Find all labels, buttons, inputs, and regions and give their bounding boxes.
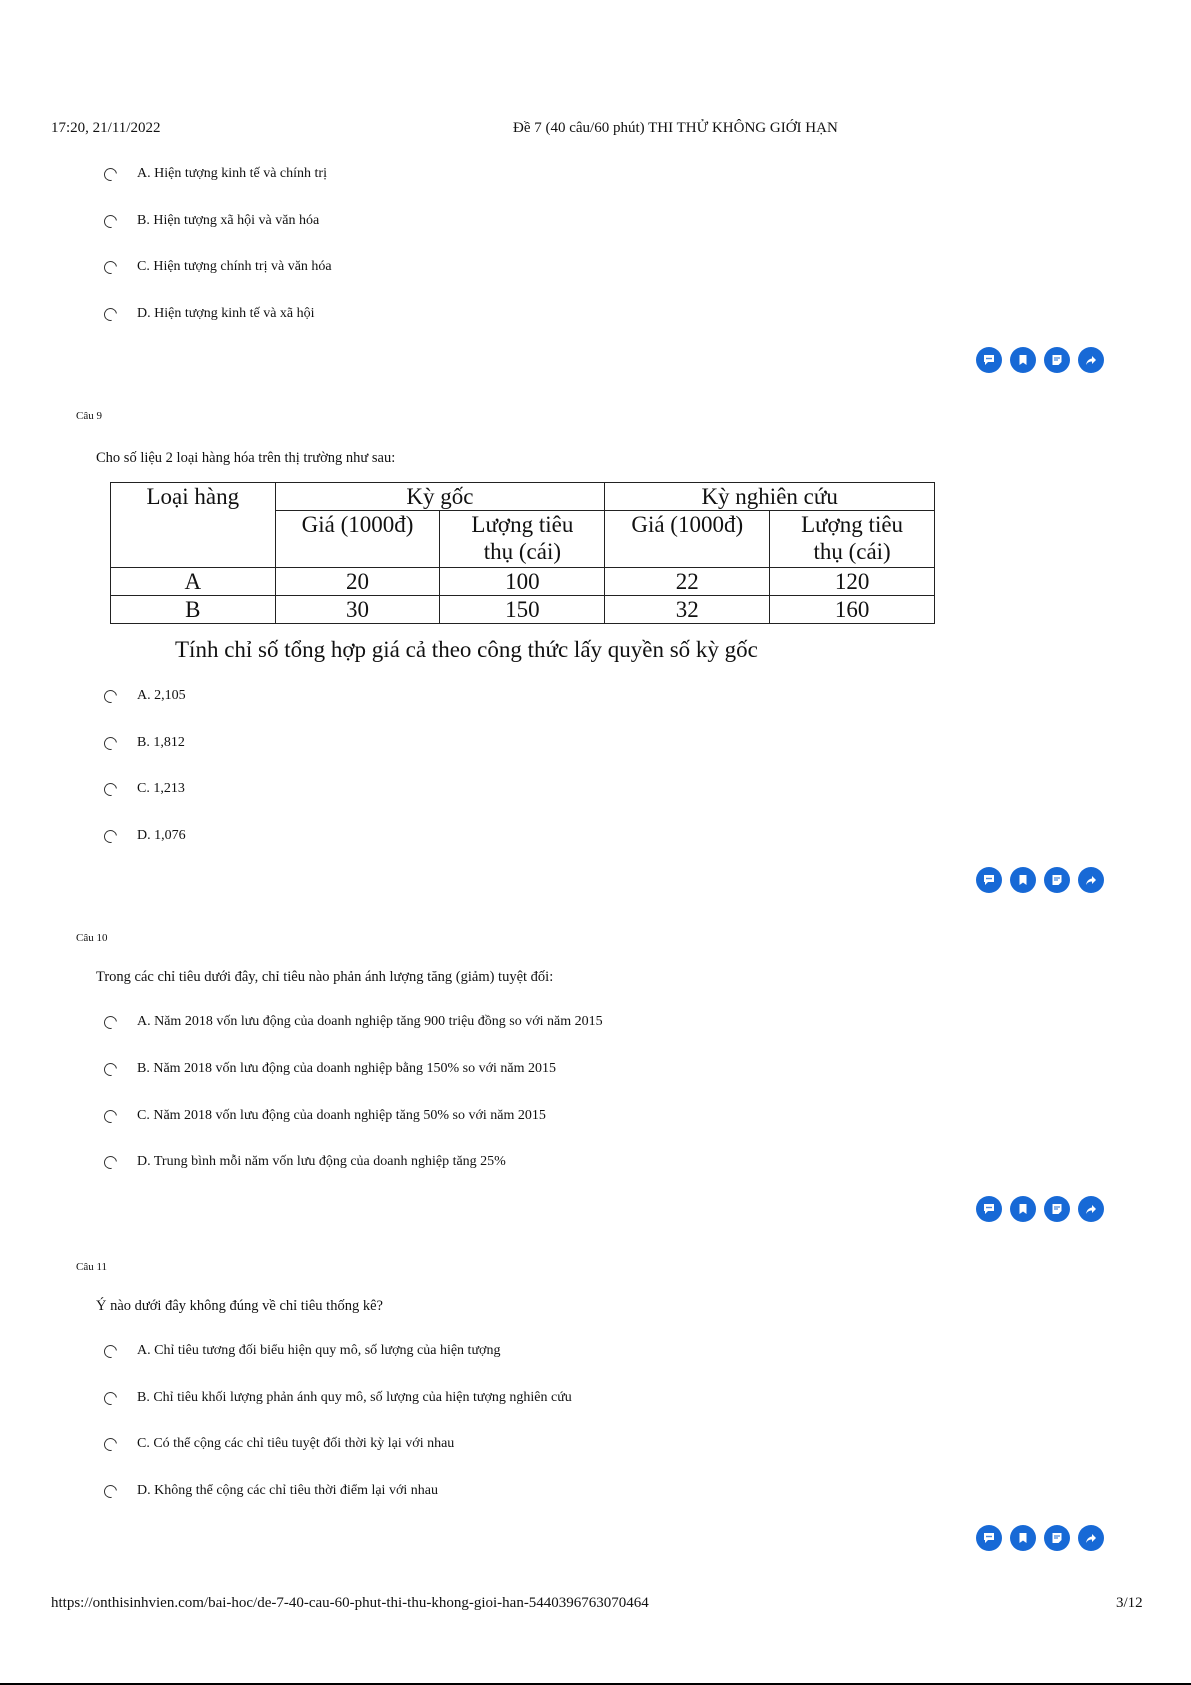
q11-action-bar xyxy=(976,1525,1104,1551)
radio-icon[interactable] xyxy=(101,687,119,705)
q11-option-a[interactable]: A. Chỉ tiêu tương đối biểu hiện quy mô, số lượng của hiện tượng xyxy=(104,1340,500,1362)
bookmark-button[interactable] xyxy=(1010,1525,1036,1551)
note-button[interactable] xyxy=(1044,1196,1070,1222)
page-title: Đề 7 (40 câu/60 phút) THI THỬ KHÔNG GIỚI HẠN xyxy=(513,120,838,136)
comment-icon xyxy=(982,873,996,887)
question-prompt: Cho số liệu 2 loại hàng hóa trên thị trường như sau: xyxy=(96,450,396,466)
share-icon xyxy=(1084,353,1098,367)
q10-option-b[interactable]: B. Năm 2018 vốn lưu động của doanh nghiệp bằng 150% so với năm 2015 xyxy=(104,1058,556,1080)
radio-icon[interactable] xyxy=(101,165,119,183)
bookmark-button[interactable] xyxy=(1010,867,1036,893)
note-button[interactable] xyxy=(1044,347,1070,373)
q9-option-d[interactable]: D. 1,076 xyxy=(104,825,186,847)
comment-button[interactable] xyxy=(976,867,1002,893)
q11-option-c[interactable]: C. Có thể cộng các chỉ tiêu tuyệt đối thời kỳ lại với nhau xyxy=(104,1433,454,1455)
share-icon xyxy=(1084,1531,1098,1545)
comment-button[interactable] xyxy=(976,1196,1002,1222)
question-formula: Tính chỉ số tổng hợp giá cả theo công thức lấy quyền số kỳ gốc xyxy=(175,637,758,662)
header-product: Loại hàng xyxy=(111,483,276,568)
share-icon xyxy=(1084,1202,1098,1216)
q8-option-d[interactable]: D. Hiện tượng kinh tế và xã hội xyxy=(104,303,315,325)
q10-action-bar xyxy=(976,1196,1104,1222)
q11-option-d[interactable]: D. Không thể cộng các chỉ tiêu thời điểm lại với nhau xyxy=(104,1480,438,1502)
table-row: B 30 150 32 160 xyxy=(111,596,935,624)
table-row: A 20 100 22 120 xyxy=(111,568,935,596)
page-url: https://onthisinhvien.com/bai-hoc/de-7-40-cau-60-phut-thi-thu-khong-gioi-han-5440396763070464 xyxy=(51,1595,649,1611)
note-icon xyxy=(1050,353,1064,367)
radio-icon[interactable] xyxy=(101,1435,119,1453)
share-button[interactable] xyxy=(1078,1196,1104,1222)
comment-icon xyxy=(982,353,996,367)
q9-option-a[interactable]: A. 2,105 xyxy=(104,685,186,707)
q9-action-bar xyxy=(976,867,1104,893)
bookmark-button[interactable] xyxy=(1010,347,1036,373)
q8-option-a[interactable]: A. Hiện tượng kinh tế và chính trị xyxy=(104,163,327,185)
header-base-period: Kỳ gốc xyxy=(275,483,605,511)
question-prompt: Trong các chỉ tiêu dưới đây, chỉ tiêu nào phản ánh lượng tăng (giảm) tuyệt đối: xyxy=(96,969,554,985)
radio-icon[interactable] xyxy=(101,212,119,230)
radio-icon[interactable] xyxy=(101,305,119,323)
header-quantity: Lượng tiêu thụ (cái) xyxy=(770,511,935,568)
question-number: Câu 9 xyxy=(76,410,102,422)
radio-icon[interactable] xyxy=(101,780,119,798)
comment-icon xyxy=(982,1202,996,1216)
q10-option-a[interactable]: A. Năm 2018 vốn lưu động của doanh nghiệp tăng 900 triệu đồng so với năm 2015 xyxy=(104,1011,603,1033)
header-study-period: Kỳ nghiên cứu xyxy=(605,483,935,511)
radio-icon[interactable] xyxy=(101,1342,119,1360)
question-prompt: Ý nào dưới đây không đúng về chỉ tiêu thống kê? xyxy=(96,1298,383,1314)
bookmark-icon xyxy=(1016,353,1030,367)
note-icon xyxy=(1050,1202,1064,1216)
radio-icon[interactable] xyxy=(101,258,119,276)
q8-option-b[interactable]: B. Hiện tượng xã hội và văn hóa xyxy=(104,210,319,232)
q8-option-c[interactable]: C. Hiện tượng chính trị và văn hóa xyxy=(104,256,332,278)
bookmark-icon xyxy=(1016,1531,1030,1545)
bookmark-icon xyxy=(1016,873,1030,887)
share-button[interactable] xyxy=(1078,347,1104,373)
comment-button[interactable] xyxy=(976,347,1002,373)
radio-icon[interactable] xyxy=(101,1389,119,1407)
radio-icon[interactable] xyxy=(101,1153,119,1171)
header-price: Giá (1000đ) xyxy=(605,511,770,568)
q8-action-bar xyxy=(976,347,1104,373)
radio-icon[interactable] xyxy=(101,1013,119,1031)
comment-icon xyxy=(982,1531,996,1545)
share-button[interactable] xyxy=(1078,867,1104,893)
question-number: Câu 11 xyxy=(76,1261,108,1273)
page-number: 3/12 xyxy=(1116,1595,1143,1611)
q10-option-c[interactable]: C. Năm 2018 vốn lưu động của doanh nghiệp tăng 50% so với năm 2015 xyxy=(104,1105,546,1127)
header-price: Giá (1000đ) xyxy=(275,511,440,568)
radio-icon[interactable] xyxy=(101,827,119,845)
q10-option-d[interactable]: D. Trung bình mỗi năm vốn lưu động của doanh nghiệp tăng 25% xyxy=(104,1151,506,1173)
bookmark-button[interactable] xyxy=(1010,1196,1036,1222)
price-data-table xyxy=(110,482,935,624)
print-datetime: 17:20, 21/11/2022 xyxy=(51,120,161,136)
radio-icon[interactable] xyxy=(101,734,119,752)
radio-icon[interactable] xyxy=(101,1060,119,1078)
header-quantity: Lượng tiêu thụ (cái) xyxy=(440,511,605,568)
q9-option-b[interactable]: B. 1,812 xyxy=(104,732,185,754)
note-icon xyxy=(1050,873,1064,887)
question-number: Câu 10 xyxy=(76,932,108,944)
note-button[interactable] xyxy=(1044,1525,1070,1551)
q9-option-c[interactable]: C. 1,213 xyxy=(104,778,185,800)
q11-option-b[interactable]: B. Chỉ tiêu khối lượng phản ánh quy mô, số lượng của hiện tượng nghiên cứu xyxy=(104,1387,572,1409)
radio-icon[interactable] xyxy=(101,1482,119,1500)
note-icon xyxy=(1050,1531,1064,1545)
note-button[interactable] xyxy=(1044,867,1070,893)
bookmark-icon xyxy=(1016,1202,1030,1216)
radio-icon[interactable] xyxy=(101,1107,119,1125)
share-icon xyxy=(1084,873,1098,887)
share-button[interactable] xyxy=(1078,1525,1104,1551)
comment-button[interactable] xyxy=(976,1525,1002,1551)
